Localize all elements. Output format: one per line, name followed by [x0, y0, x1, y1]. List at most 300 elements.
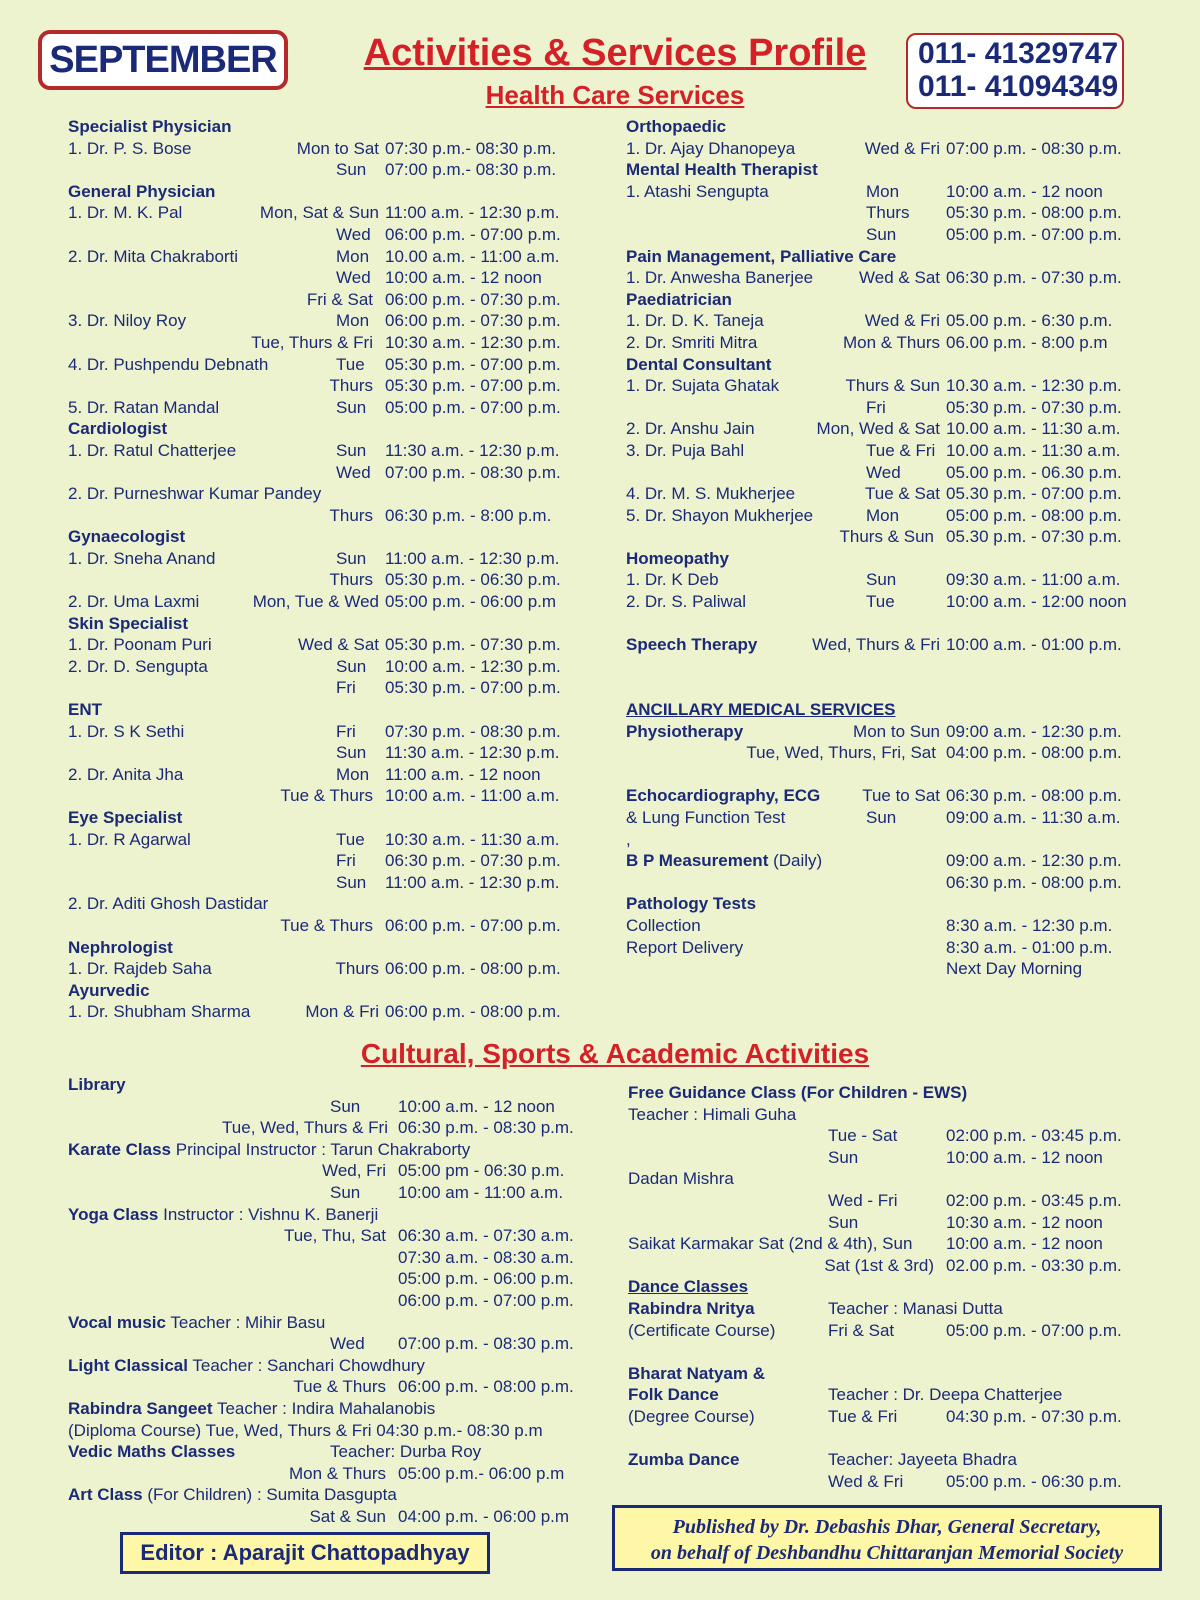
entry-name: 1. Dr. Poonam Puri — [68, 635, 212, 655]
row-start — [68, 116, 231, 138]
row-start — [626, 785, 820, 807]
section-heading-row — [628, 1082, 1188, 1104]
schedule-days: Fri — [336, 678, 356, 698]
schedule-days: Sat (1st & 3rd) — [824, 1255, 934, 1275]
schedule-row — [626, 742, 1186, 764]
entry-name: 1. Dr. R Agarwal — [68, 829, 191, 849]
schedule-row — [626, 267, 1186, 289]
section-heading-row — [68, 1355, 608, 1377]
schedule-row — [68, 1225, 608, 1247]
row-start — [68, 246, 238, 268]
schedule-time: 10:00 a.m. - 12 noon — [946, 1234, 1103, 1254]
schedule-time: 06:30 p.m. - 08:00 p.m. — [946, 786, 1122, 806]
schedule-row — [68, 872, 598, 894]
entry-name: 3. Dr. Niloy Roy — [68, 311, 187, 331]
section-heading: ENT — [68, 700, 102, 720]
schedule-row — [628, 1190, 1188, 1212]
schedule-days: Fri — [336, 851, 356, 871]
section-heading: Paediatrician — [626, 289, 732, 309]
row-start — [626, 354, 771, 376]
entry-name: 2. Dr. Aditi Ghosh Dastidar — [68, 894, 269, 914]
entry-name: & Lung Function Test — [626, 808, 786, 827]
row-start — [68, 202, 182, 224]
schedule-time: 06:30 p.m. - 07:30 p.m. — [946, 268, 1122, 288]
schedule-time: 11:30 a.m. - 12:30 p.m. — [385, 743, 560, 763]
section-heading-row — [68, 937, 598, 959]
schedule-time: 06:30 p.m. - 8:00 p.m. — [385, 505, 552, 525]
row-start — [626, 310, 764, 332]
entry-detail: Teacher : Mihir Basu — [165, 1312, 326, 1332]
row-start — [68, 829, 191, 851]
section-heading: ANCILLARY MEDICAL SERVICES — [626, 700, 896, 720]
schedule-row — [626, 613, 1186, 635]
section-heading: Pathology Tests — [626, 894, 757, 914]
schedule-row — [68, 397, 598, 419]
editor-box: Editor : Aparajit Chattopadhyay — [120, 1532, 490, 1574]
schedule-row — [626, 332, 1186, 354]
schedule-days: Tue & Sat — [865, 484, 940, 504]
schedule-row — [628, 1147, 1188, 1169]
schedule-time: 06:00 p.m. - 08:00 p.m. — [385, 959, 561, 979]
schedule-time: 02:00 p.m. - 03:45 p.m. — [946, 1190, 1122, 1210]
schedule-time: 10:00 a.m. - 12 noon — [398, 1096, 555, 1116]
entry-name: 1. Dr. Sujata Ghatak — [626, 376, 780, 396]
schedule-time: 06:30 p.m. - 07:30 p.m. — [385, 851, 561, 871]
schedule-row — [628, 1212, 1188, 1234]
schedule-time: 11:30 a.m. - 12:30 p.m. — [385, 440, 560, 460]
entry-name: 2. Dr. Anita Jha — [68, 764, 184, 784]
entry-name: 1. Dr. K Deb — [626, 570, 719, 590]
schedule-row — [68, 958, 598, 980]
schedule-time: 10:00 a.m. - 12 noon — [385, 268, 542, 288]
row-start — [68, 440, 236, 462]
schedule-row — [68, 138, 598, 160]
schedule-days: Sun — [336, 656, 367, 676]
schedule-row — [626, 375, 1186, 397]
schedule-days: Sun — [336, 440, 367, 460]
schedule-row — [626, 418, 1186, 440]
schedule-row — [68, 1247, 608, 1269]
schedule-days: Sun — [336, 743, 367, 763]
schedule-time: 05:00 p.m. - 06:00 p.m — [385, 592, 557, 612]
schedule-row — [68, 785, 598, 807]
schedule-row — [68, 246, 598, 268]
schedule-days: Wed & Sat — [298, 635, 379, 655]
schedule-time: 06:00 p.m. - 07:00 p.m. — [398, 1290, 574, 1310]
schedule-row — [628, 1104, 1188, 1126]
schedule-time: 09:00 a.m. - 11:30 a.m. — [946, 808, 1121, 827]
schedule-days: Mon to Sun — [853, 721, 940, 741]
section-heading-row — [68, 1312, 608, 1334]
schedule-row — [626, 181, 1186, 203]
schedule-days: Tue, Thu, Sat — [283, 1226, 386, 1246]
section-heading: Yoga Class — [68, 1204, 159, 1224]
schedule-time: 05:30 p.m. - 07:30 p.m. — [946, 397, 1122, 417]
schedule-days: Tue — [336, 829, 365, 849]
section-heading-row — [68, 699, 598, 721]
entry-name: , — [626, 829, 631, 849]
schedule-days: Thurs — [329, 505, 373, 525]
entry-name: 5. Dr. Shayon Mukherjee — [626, 505, 814, 525]
row-start — [68, 1312, 325, 1334]
schedule-days: Tue & Thurs — [280, 786, 373, 806]
row-start — [628, 1082, 967, 1104]
row-start — [628, 1104, 796, 1126]
schedule-days: Thurs & Sun — [845, 376, 940, 396]
schedule-time: 10.00 a.m. - 11:00 a.m. — [385, 246, 560, 266]
schedule-row — [68, 548, 598, 570]
entry-detail: (Daily) — [768, 851, 823, 871]
section-heading: Free Guidance Class (For Children - EWS) — [628, 1083, 968, 1102]
schedule-row — [68, 1268, 608, 1290]
schedule-days: Thurs — [329, 570, 373, 590]
row-start — [68, 1355, 425, 1377]
schedule-row — [626, 397, 1186, 419]
entry-name: 1. Dr. Rajdeb Saha — [68, 959, 212, 979]
health-services-right-column — [626, 116, 1186, 980]
section-heading: Rabindra Nritya — [628, 1298, 755, 1318]
row-start — [626, 418, 755, 440]
page-subtitle: Health Care Services — [485, 80, 745, 110]
schedule-row — [68, 505, 598, 527]
schedule-row — [68, 742, 598, 764]
row-start — [626, 440, 744, 462]
schedule-time: 10:00 a.m. - 12 noon — [946, 181, 1103, 201]
schedule-time: 05:00 p.m. - 06:30 p.m. — [946, 1471, 1122, 1491]
entry-detail: Principal Instructor : Tarun Chakraborty — [171, 1139, 471, 1159]
row-start — [628, 1363, 765, 1385]
schedule-time: 05:30 p.m. - 07:00 p.m. — [385, 678, 561, 698]
schedule-row — [628, 1406, 1188, 1428]
schedule-row — [626, 937, 1186, 959]
schedule-time: 06:00 p.m. - 08:00 p.m. — [398, 1377, 574, 1397]
row-start — [626, 138, 795, 160]
schedule-row — [626, 764, 1186, 786]
schedule-days: Wed, Fri — [322, 1161, 386, 1181]
publisher-line: on behalf of Deshbandhu Chittaranjan Memorial Society — [650, 1542, 1124, 1564]
schedule-days: Sun — [336, 548, 367, 568]
schedule-row — [68, 1333, 608, 1355]
schedule-row — [628, 1341, 1188, 1363]
row-start — [626, 937, 743, 959]
schedule-days: Mon — [336, 764, 370, 784]
schedule-row — [68, 267, 598, 289]
health-services-left-column — [68, 116, 598, 1023]
section-heading-row — [626, 116, 1186, 138]
schedule-row — [626, 138, 1186, 160]
page-title: Activities & Services Profile — [363, 32, 867, 74]
schedule-time: 11:00 a.m. - 12:30 p.m. — [385, 872, 560, 892]
schedule-row — [68, 915, 598, 937]
phone-box — [906, 33, 1124, 109]
cultural-section-title: Cultural, Sports & Academic Activities — [360, 1038, 870, 1069]
schedule-days: Tue — [866, 592, 895, 612]
section-heading: Dance Classes — [628, 1277, 749, 1297]
section-heading: B P Measurement — [626, 851, 769, 871]
entry-name: Dadan Mishra — [628, 1169, 734, 1189]
row-start — [68, 721, 184, 743]
schedule-row — [68, 1117, 608, 1139]
schedule-days: Wed & Fri — [864, 311, 940, 331]
row-start — [68, 634, 212, 656]
schedule-row — [68, 332, 598, 354]
entry-detail: Instructor : Vishnu K. Banerji — [158, 1204, 379, 1224]
schedule-time: 11:00 a.m. - 12 noon — [385, 764, 541, 784]
row-start — [68, 980, 150, 1002]
cultural-right-column — [628, 1082, 1188, 1492]
row-start — [68, 699, 102, 721]
schedule-row — [68, 1420, 608, 1442]
schedule-days: Mon, Sat & Sun — [259, 203, 379, 223]
row-start — [626, 289, 732, 311]
row-start — [68, 764, 183, 786]
row-start — [628, 1168, 734, 1190]
schedule-time: 05:30 p.m. - 06:30 p.m. — [385, 570, 561, 590]
entry-name: (Certificate Course) — [628, 1320, 776, 1340]
schedule-days: Tue, Wed, Thurs, Fri, Sat — [746, 743, 936, 763]
schedule-days: Mon & Thurs — [288, 1463, 386, 1483]
schedule-days: Sun — [336, 397, 367, 417]
schedule-time: 04:00 p.m. - 08:00 p.m. — [946, 743, 1122, 763]
schedule-row — [68, 656, 598, 678]
row-start — [626, 893, 756, 915]
phone-number: 011- 41094349 — [918, 70, 1119, 103]
row-start — [626, 634, 757, 656]
row-start — [68, 483, 321, 505]
entry-name: 1. Dr. P. S. Bose — [68, 138, 192, 158]
schedule-days: Sun — [336, 160, 367, 180]
entry-name: (Degree Course) — [628, 1406, 755, 1426]
schedule-time: 07:30 p.m. - 08:30 p.m. — [385, 721, 561, 741]
schedule-days: Wed — [866, 462, 901, 482]
section-heading-row — [68, 807, 598, 829]
schedule-time: 05:30 p.m. - 07:30 p.m. — [385, 635, 561, 655]
schedule-days: Mon — [866, 181, 900, 201]
section-heading: Ayurvedic — [68, 980, 150, 1000]
schedule-time: 05:30 p.m. - 08:00 p.m. — [946, 203, 1122, 223]
schedule-time: 8:30 a.m. - 12:30 p.m. — [946, 915, 1113, 935]
entry-detail: (For Children) : Sumita Dasgupta — [142, 1485, 397, 1505]
month-badge: SEPTEMBER — [38, 30, 288, 90]
row-start — [68, 310, 186, 332]
schedule-time: 11:00 a.m. - 12:30 p.m. — [385, 203, 560, 223]
row-start — [68, 526, 185, 548]
schedule-row — [68, 764, 598, 786]
schedule-time: 05:30 p.m. - 07:00 p.m. — [385, 354, 561, 374]
schedule-days: Sat & Sun — [309, 1506, 386, 1526]
schedule-time: 07:00 p.m. - 08:30 p.m. — [946, 138, 1122, 158]
schedule-row — [68, 159, 598, 181]
publisher-line: Published by Dr. Debashis Dhar, General Secretary, — [672, 1516, 1102, 1538]
schedule-row — [628, 1320, 1188, 1342]
section-heading-row — [626, 354, 1186, 376]
section-heading: Dental Consultant — [626, 354, 772, 374]
row-start — [68, 548, 215, 570]
section-heading: Rabindra Sangeet — [68, 1398, 213, 1418]
section-heading: Art Class — [68, 1485, 143, 1505]
schedule-row — [68, 850, 598, 872]
section-heading: Cardiologist — [68, 419, 168, 439]
section-heading-row — [68, 1398, 608, 1420]
schedule-time: 02.00 p.m. - 03:30 p.m. — [946, 1255, 1122, 1275]
row-start — [626, 807, 785, 829]
schedule-days: Fri & Sat — [828, 1320, 895, 1340]
row-start — [68, 1204, 378, 1226]
schedule-time: 05.30 p.m. - 07:30 p.m. — [946, 527, 1122, 547]
schedule-row — [628, 1168, 1188, 1190]
schedule-days: Wed & Fri — [864, 138, 940, 158]
schedule-row — [626, 958, 1186, 980]
row-start — [626, 569, 719, 591]
schedule-time: 02:00 p.m. - 03:45 p.m. — [946, 1126, 1122, 1146]
schedule-time: 10.00 a.m. - 11:30 a.m. — [946, 440, 1121, 460]
schedule-row — [68, 202, 598, 224]
schedule-days: Thurs & Sun — [839, 527, 934, 547]
row-start — [628, 1276, 748, 1298]
schedule-days: Teacher : Manasi Dutta — [828, 1298, 1003, 1318]
schedule-days: Wed — [336, 224, 371, 244]
schedule-time: 10:30 a.m. - 12:30 p.m. — [385, 332, 561, 352]
schedule-row — [68, 1290, 608, 1312]
section-heading: Skin Specialist — [68, 613, 188, 633]
row-start — [68, 397, 219, 419]
schedule-row — [68, 1463, 608, 1485]
schedule-days: Wed — [336, 462, 371, 482]
schedule-time: 10:30 a.m. - 12 noon — [946, 1212, 1103, 1232]
entry-name: 4. Dr. M. S. Mukherjee — [626, 484, 796, 504]
schedule-days: Wed, Thurs & Fri — [812, 635, 940, 655]
schedule-days: Tue & Thurs — [293, 1377, 386, 1397]
entry-name: 2. Dr. D. Sengupta — [68, 656, 208, 676]
schedule-row — [628, 1233, 1188, 1255]
row-start — [68, 138, 191, 160]
row-start — [626, 721, 743, 743]
section-heading-row — [626, 699, 1186, 721]
section-heading: Gynaecologist — [68, 527, 186, 547]
schedule-time: 05:00 p.m. - 06:00 p.m. — [398, 1269, 574, 1289]
schedule-row — [68, 1096, 608, 1118]
schedule-time: 06:30 a.m. - 07:30 a.m. — [398, 1226, 574, 1246]
schedule-row — [626, 310, 1186, 332]
schedule-time: 06:00 p.m. - 07:30 p.m. — [385, 289, 561, 309]
schedule-days: Sun — [330, 1182, 361, 1202]
schedule-days: Sun — [330, 1096, 361, 1116]
schedule-time: 05:00 p.m. - 07:00 p.m. — [946, 1320, 1122, 1340]
schedule-row — [68, 1182, 608, 1204]
schedule-row — [626, 677, 1186, 699]
entry-name: Saikat Karmakar Sat (2nd & 4th), Sun — [628, 1234, 913, 1254]
schedule-time: 10:00 a.m. - 11:00 a.m. — [385, 786, 560, 806]
schedule-row — [68, 354, 598, 376]
entry-name: 1. Dr. Sneha Anand — [68, 548, 216, 568]
entry-name: Teacher : Himali Guha — [628, 1104, 797, 1124]
section-heading: Mental Health Therapist — [626, 160, 818, 180]
schedule-days: Thurs — [866, 203, 910, 223]
schedule-row — [68, 569, 598, 591]
section-heading-row — [68, 1441, 608, 1463]
section-heading-row — [626, 246, 1186, 268]
entry-name: 2. Dr. Mita Chakraborti — [68, 246, 239, 266]
row-start — [68, 613, 188, 635]
section-heading: Eye Specialist — [68, 808, 183, 827]
schedule-days: Sun — [866, 224, 897, 244]
schedule-row — [626, 915, 1186, 937]
row-start — [626, 483, 795, 505]
row-start — [626, 829, 631, 851]
section-heading: General Physician — [68, 181, 216, 201]
row-start — [68, 1484, 397, 1506]
schedule-time: 05:30 p.m. - 07:00 p.m. — [385, 376, 561, 396]
row-start — [626, 591, 746, 613]
schedule-time: 10:00 a.m. - 12:30 p.m. — [385, 656, 561, 676]
schedule-time: 07:00 p.m. - 08:30 p.m. — [398, 1334, 574, 1354]
schedule-days: Wed - Fri — [828, 1190, 898, 1210]
schedule-time: 06:00 p.m. - 07:30 p.m. — [385, 311, 561, 331]
section-heading-row — [68, 418, 598, 440]
row-start — [626, 116, 726, 138]
entry-name: 1. Dr. M. K. Pal — [68, 203, 183, 223]
entry-name: 2. Dr. Smriti Mitra — [626, 332, 758, 352]
section-heading-row — [628, 1363, 1188, 1385]
row-start — [626, 267, 813, 289]
schedule-row — [68, 440, 598, 462]
schedule-row — [68, 721, 598, 743]
schedule-days: Teacher: Jayeeta Bhadra — [828, 1450, 1018, 1470]
schedule-time: 04:00 p.m. - 06:00 p.m — [398, 1506, 570, 1526]
schedule-days: Wed — [330, 1334, 365, 1354]
entry-name: (Diploma Course) Tue, Wed, Thurs & Fri 04:30 p.m.- 08:30 p.m — [68, 1420, 543, 1440]
schedule-days: Tue - Sat — [828, 1126, 898, 1146]
section-heading-row — [68, 1139, 608, 1161]
schedule-row — [68, 1506, 608, 1528]
schedule-time: 06:00 p.m. - 07:00 p.m. — [385, 915, 561, 935]
schedule-time: 05:00 pm - 06:30 p.m. — [398, 1161, 565, 1181]
schedule-time: 05:00 p.m.- 06:00 p.m — [398, 1463, 565, 1483]
row-start — [68, 807, 182, 829]
schedule-row — [626, 872, 1186, 894]
section-heading: Vedic Maths Classes — [68, 1442, 236, 1462]
section-heading-row — [68, 1074, 608, 1096]
schedule-time: 10:00 am - 11:00 a.m. — [398, 1182, 564, 1202]
schedule-row — [68, 1160, 608, 1182]
schedule-row — [628, 1125, 1188, 1147]
schedule-days: Teacher : Dr. Deepa Chatterjee — [828, 1385, 1063, 1405]
section-heading-row — [628, 1384, 1188, 1406]
section-heading-row — [626, 634, 1186, 656]
row-start — [68, 418, 167, 440]
entry-name: Report Delivery — [626, 937, 744, 957]
section-heading-row — [628, 1276, 1188, 1298]
row-start — [68, 181, 215, 203]
section-heading-row — [626, 289, 1186, 311]
section-heading: Zumba Dance — [628, 1450, 740, 1470]
schedule-time: 04:30 p.m. - 07:30 p.m. — [946, 1406, 1122, 1426]
row-start — [628, 1233, 912, 1255]
schedule-time: 05:00 p.m. - 07:00 p.m. — [946, 224, 1122, 244]
entry-detail: Teacher : Indira Mahalanobis — [212, 1398, 436, 1418]
schedule-days: Tue & Fri — [828, 1406, 898, 1426]
schedule-days: Tue & Thurs — [280, 915, 373, 935]
entry-name: Collection — [626, 915, 701, 935]
schedule-time: 05.00 p.m. - 06.30 p.m. — [946, 462, 1122, 482]
schedule-time: 10.30 a.m. - 12:30 p.m. — [946, 376, 1122, 396]
schedule-row — [68, 289, 598, 311]
schedule-days: Fri — [866, 397, 886, 417]
section-heading: Homeopathy — [626, 548, 729, 568]
entry-name: 2. Dr. S. Paliwal — [626, 592, 746, 612]
schedule-days: Sun — [828, 1212, 859, 1232]
row-start — [68, 591, 199, 613]
